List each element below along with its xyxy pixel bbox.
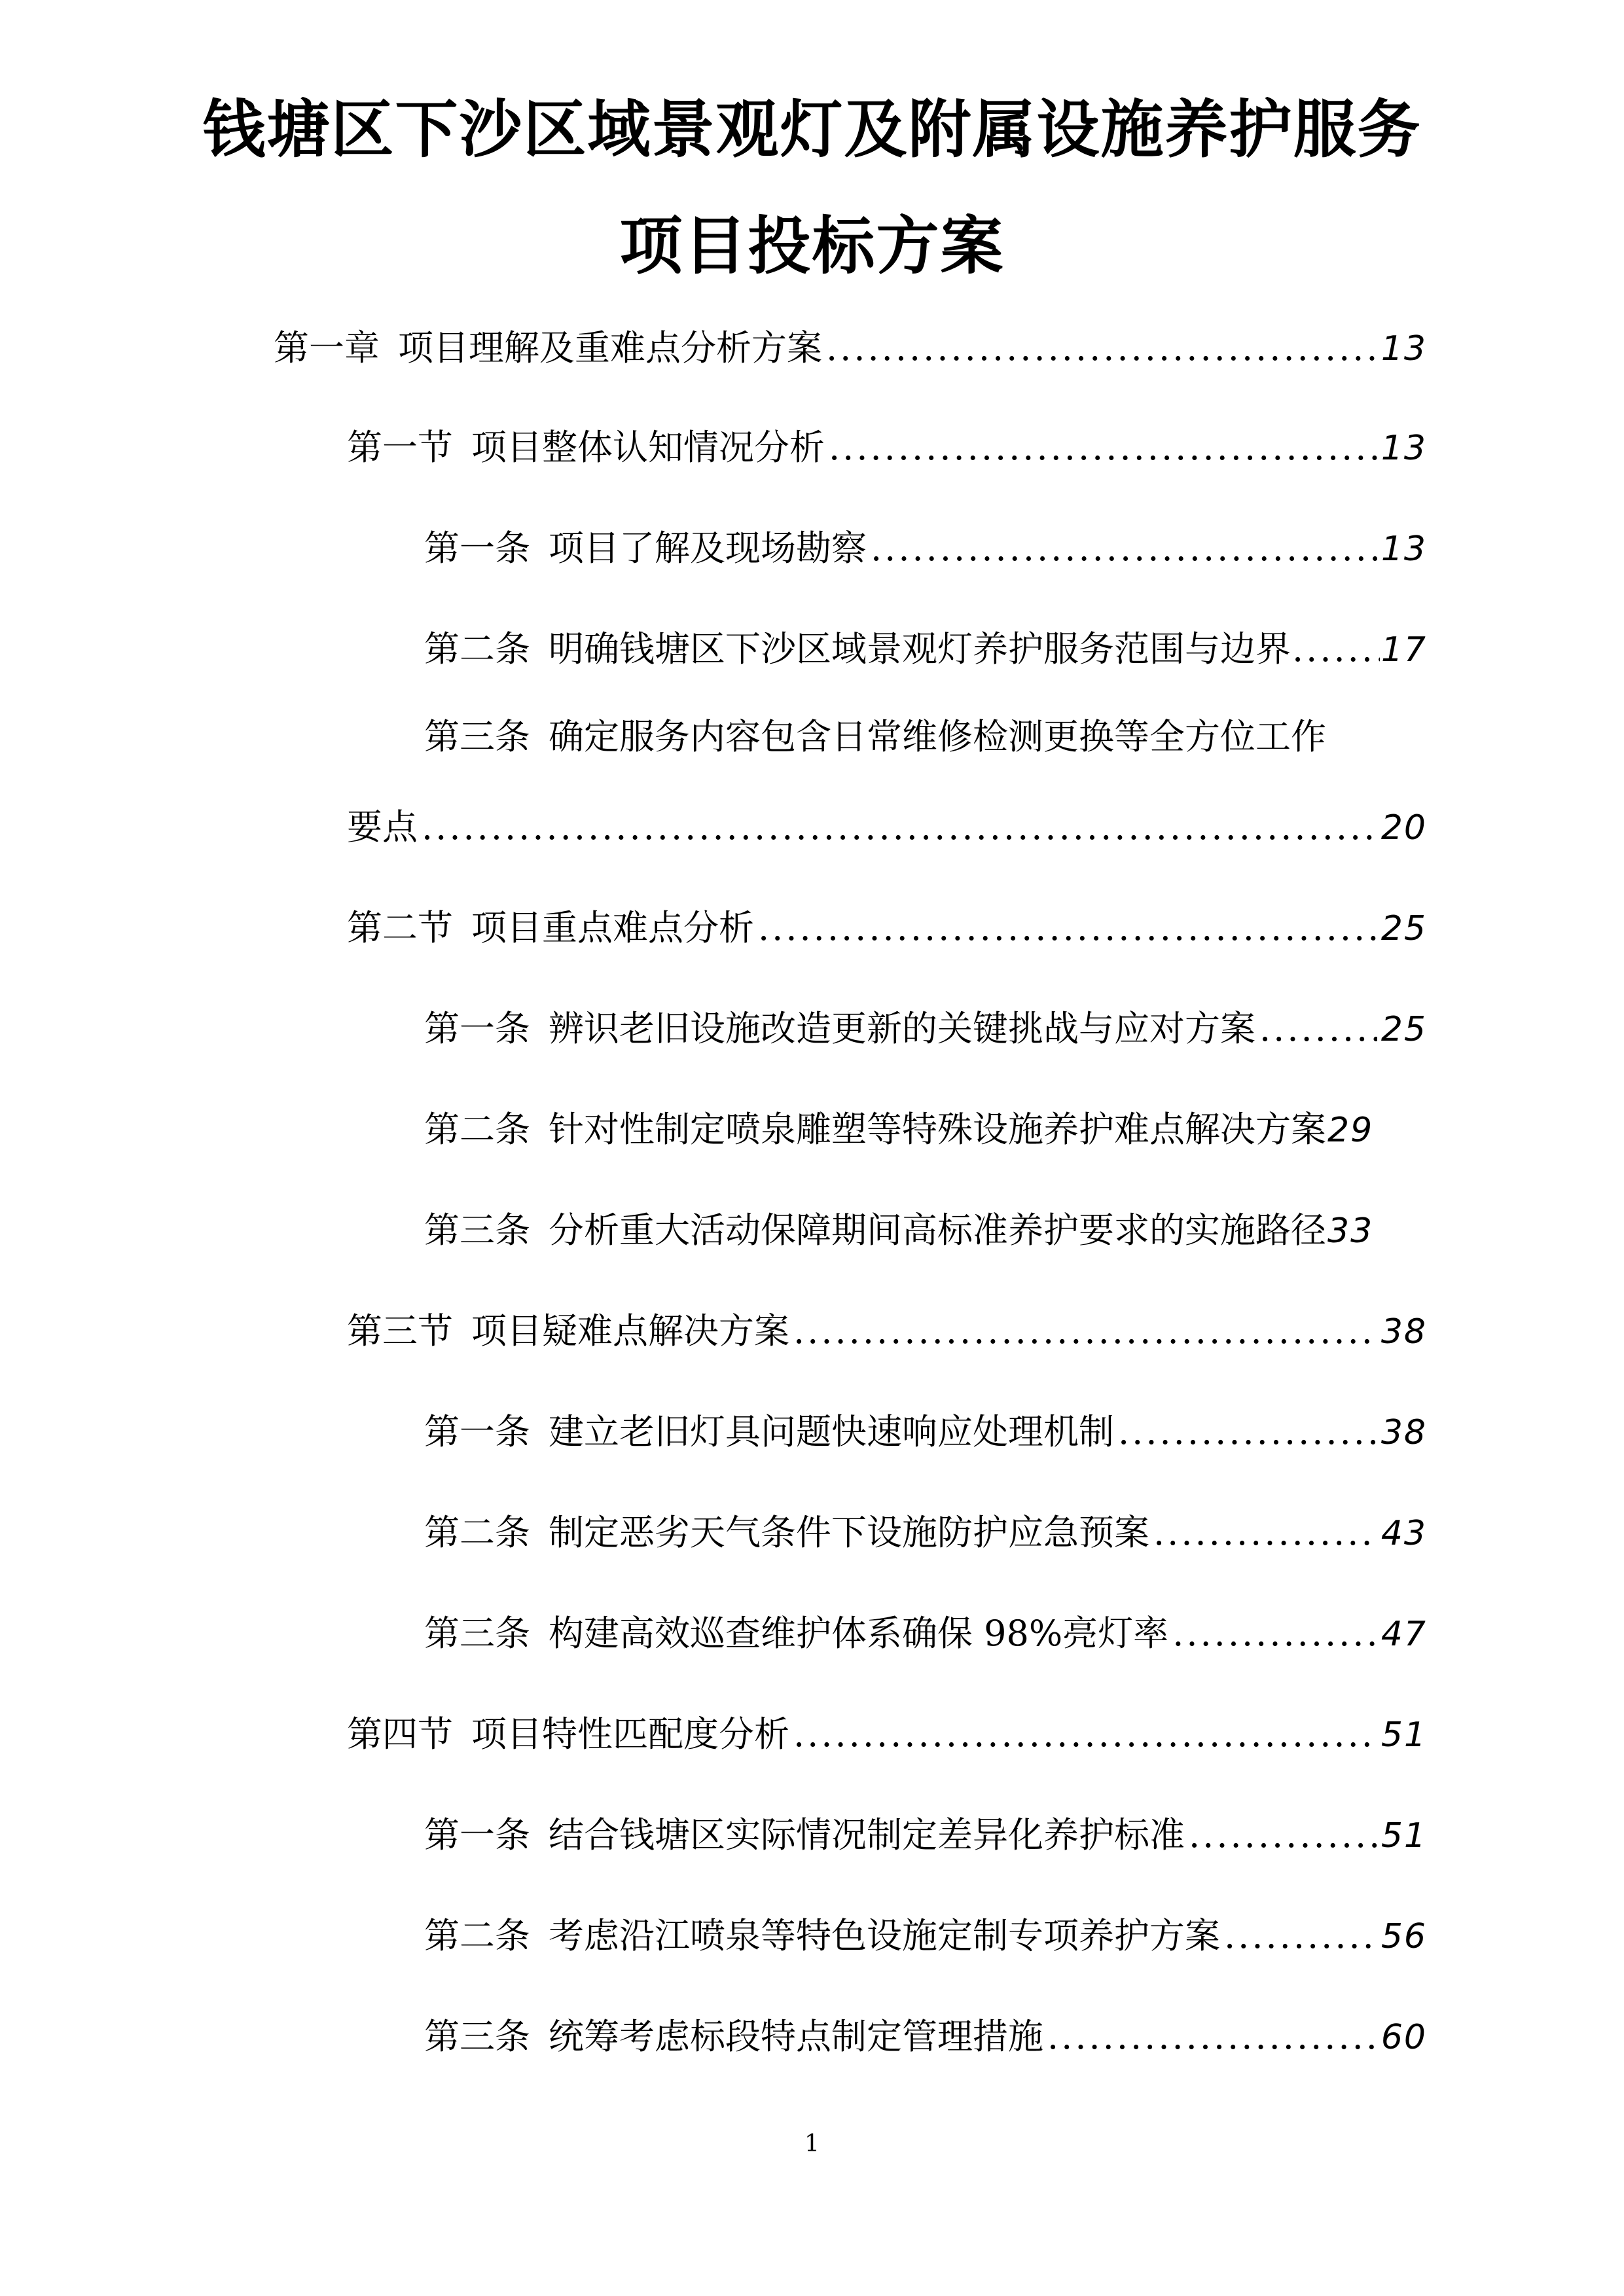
toc-entry-article[interactable] bbox=[424, 1210, 1452, 1252]
toc-entry-article[interactable] bbox=[424, 1613, 1427, 1655]
toc-entry-article[interactable] bbox=[424, 2016, 1427, 2058]
toc-page-number: 47 bbox=[1380, 1615, 1427, 1654]
toc-page-number: 25 bbox=[1380, 1010, 1427, 1049]
toc-page-number: 38 bbox=[1380, 1312, 1427, 1352]
toc-page-number: 25 bbox=[1380, 909, 1427, 948]
toc-label: 第一条 项目了解及现场勘察 bbox=[424, 528, 867, 569]
toc-entry-article[interactable] bbox=[424, 1915, 1427, 1958]
toc-leader bbox=[1172, 1613, 1377, 1655]
toc-label: 第一条 结合钱塘区实际情况制定差异化养护标准 bbox=[424, 1814, 1185, 1856]
toc-entry-article[interactable] bbox=[424, 1008, 1427, 1050]
toc-page-number: 60 bbox=[1380, 2018, 1427, 2057]
document-subtitle: 项目投标方案 bbox=[619, 209, 1005, 283]
toc-page-number: 43 bbox=[1380, 1514, 1427, 1553]
toc-entry-article-line2[interactable] bbox=[347, 806, 1427, 849]
toc-label: 第二节 项目重点难点分析 bbox=[347, 907, 754, 948]
toc-label: 第一条 辨识老旧设施改造更新的关键挑战与应对方案 bbox=[424, 1008, 1255, 1049]
toc-entry-section[interactable] bbox=[347, 427, 1427, 469]
toc-leader bbox=[1292, 628, 1380, 670]
toc-entry-section[interactable] bbox=[347, 1713, 1427, 1756]
toc-page-number: 56 bbox=[1380, 1917, 1427, 1956]
toc-label: 第二条 制定恶劣天气条件下设施防护应急预案 bbox=[424, 1512, 1149, 1553]
toc-page-number: 33 bbox=[1327, 1211, 1374, 1251]
toc-leader bbox=[1259, 1008, 1377, 1050]
toc-label: 第二条 考虑沿江喷泉等特色设施定制专项养护方案 bbox=[424, 1915, 1220, 1956]
toc-page-number: 13 bbox=[1380, 329, 1427, 368]
toc-leader bbox=[829, 427, 1377, 469]
toc-entry-chapter[interactable] bbox=[274, 327, 1427, 370]
document-title: 钱塘区下沙区域景观灯及附属设施养护服务 bbox=[202, 93, 1422, 166]
toc-entry-article[interactable] bbox=[424, 1814, 1427, 1857]
page-footer-number: 1 bbox=[804, 2130, 820, 2157]
toc-page-number: 38 bbox=[1380, 1413, 1427, 1452]
toc-entry-section[interactable] bbox=[347, 907, 1427, 950]
toc-entry-article[interactable] bbox=[424, 1109, 1452, 1151]
toc-text: 确定服务内容包含日常维修检测更换等全方位工作 bbox=[549, 716, 1326, 757]
toc-leader bbox=[793, 1310, 1377, 1352]
toc-label: 第二条 针对性制定喷泉雕塑等特殊设施养护难点解决方案 bbox=[424, 1109, 1326, 1150]
toc-leader bbox=[758, 907, 1377, 949]
toc-label: 第三条 构建高效巡查维护体系确保 98%亮灯率 bbox=[424, 1613, 1169, 1654]
toc-label: 第一章 项目理解及重难点分析方案 bbox=[274, 327, 822, 368]
toc-label: 第二条 明确钱塘区下沙区域景观灯养护服务范围与边界 bbox=[424, 628, 1291, 670]
toc-entry-article[interactable] bbox=[424, 1411, 1427, 1454]
toc-leader bbox=[1153, 1512, 1377, 1554]
toc-leader bbox=[871, 528, 1377, 569]
toc-page-number: 51 bbox=[1380, 1816, 1427, 1856]
toc-page-number: 20 bbox=[1380, 808, 1427, 848]
toc-page-number: 17 bbox=[1380, 630, 1427, 670]
toc-label: 第一节 项目整体认知情况分析 bbox=[347, 427, 825, 468]
toc-page-number: 13 bbox=[1380, 429, 1427, 468]
toc-label: 第三节 项目疑难点解决方案 bbox=[347, 1310, 789, 1352]
toc-entry-article[interactable] bbox=[424, 628, 1427, 671]
toc-entry-article-line1[interactable] bbox=[424, 716, 1326, 758]
toc-leader bbox=[422, 806, 1377, 848]
toc-entry-section[interactable] bbox=[347, 1310, 1427, 1353]
toc-entry-article[interactable] bbox=[424, 528, 1427, 570]
toc-leader bbox=[826, 327, 1377, 369]
toc-label: 要点 bbox=[347, 806, 418, 848]
toc-leader bbox=[793, 1713, 1377, 1755]
toc-leader bbox=[1118, 1411, 1377, 1453]
toc-label: 第三条 分析重大活动保障期间高标准养护要求的实施路径 bbox=[424, 1210, 1326, 1251]
toc-leader bbox=[1224, 1915, 1377, 1957]
toc-label: 第四节 项目特性匹配度分析 bbox=[347, 1713, 789, 1755]
toc-page-number: 51 bbox=[1380, 1715, 1427, 1755]
toc-entry-article[interactable] bbox=[424, 1512, 1427, 1554]
toc-label: 第一条 建立老旧灯具问题快速响应处理机制 bbox=[424, 1411, 1114, 1452]
toc-page-number: 29 bbox=[1327, 1111, 1374, 1150]
toc-number: 第三条 bbox=[424, 716, 530, 757]
toc-label: 第三条 统筹考虑标段特点制定管理措施 bbox=[424, 2016, 1043, 2057]
toc-leader bbox=[1047, 2016, 1377, 2058]
toc-page-number: 13 bbox=[1380, 529, 1427, 569]
toc-leader bbox=[1189, 1814, 1377, 1856]
